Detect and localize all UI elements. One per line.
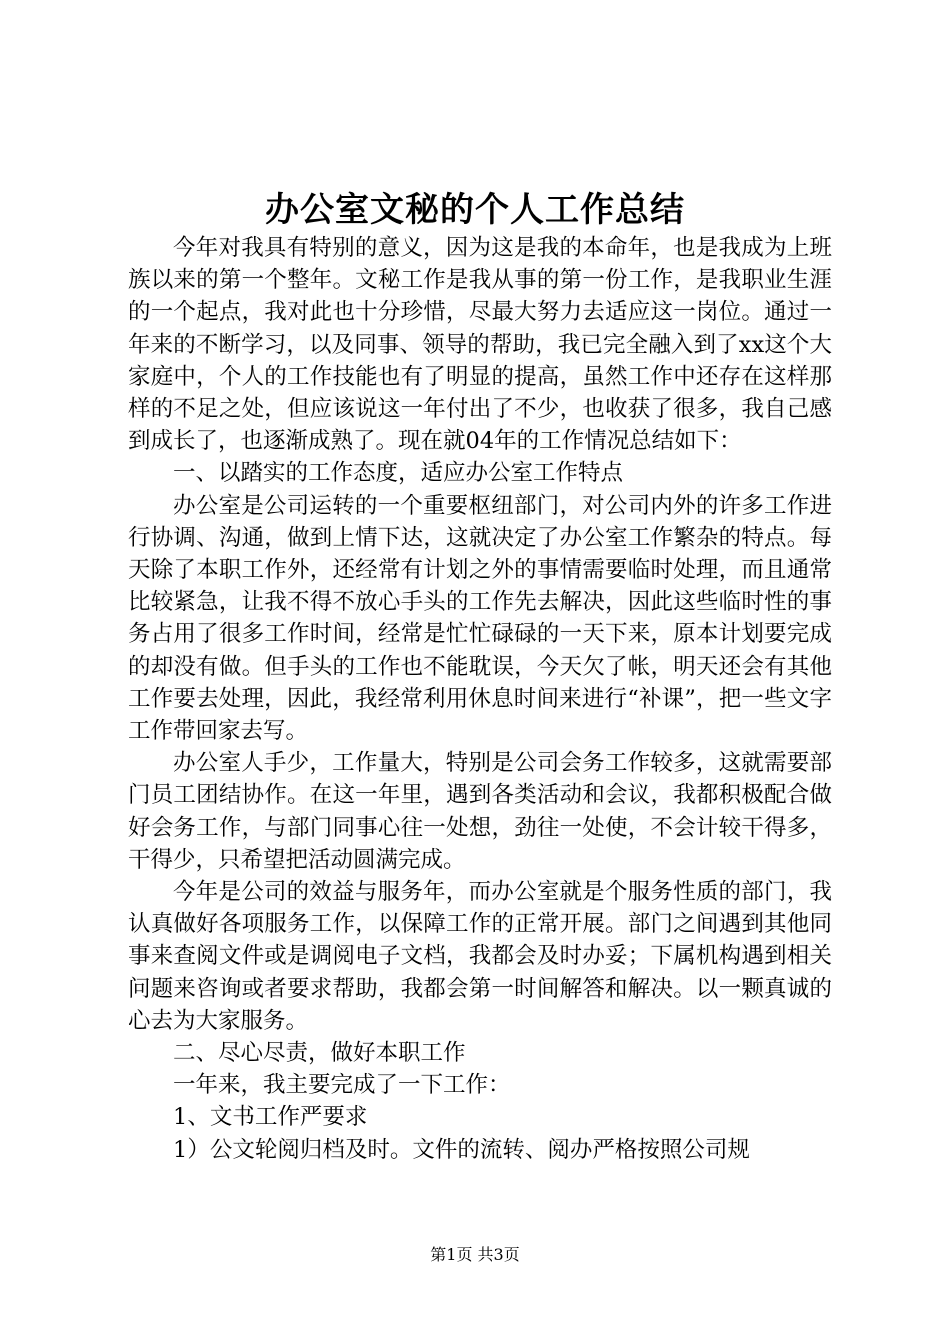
page-number-footer: 第1页 共3页 <box>430 1245 520 1264</box>
paragraph-service: 今年是公司的效益与服务年，而办公室就是个服务性质的部门，我认真做好各项服务工作，以保障工作的正常开展。部门之间遇到其他同事来查阅文件或是调阅电子文档，我都会及时办妥；下属机构遇到相关问题来咨询或者要求帮助，我都会第一时间解答和解决。以一颗真诚的心去为大家服务。 <box>128 879 832 1034</box>
subheading-document-work: 1、文书工作严要求 <box>173 1104 368 1131</box>
section-heading-2: 二、尽心尽责，做好本职工作 <box>173 1040 466 1067</box>
paragraph-work-intro: 一年来，我主要完成了一下工作： <box>173 1072 511 1099</box>
section-heading-1: 一、以踏实的工作态度，适应办公室工作特点 <box>173 460 624 487</box>
paragraph-intro: 今年对我具有特别的意义，因为这是我的本命年，也是我成为上班族以来的第一个整年。文秘工作是我从事的第一份工作，是我职业生涯的一个起点，我对此也十分珍惜，尽最大努力去适应这一岗位。通过一年来的不断学习，以及同事、领导的帮助，我已完全融入到了xx这个大家庭中，个人的工作技能也有了明显的提高，虽然工作中还存在这样那样的不足之处，但应该说这一年付出了不少，也收获了很多，我自己感到成长了，也逐渐成熟了。现在就04年的工作情况总结如下： <box>128 235 832 455</box>
paragraph-archiving: 1）公文轮阅归档及时。文件的流转、阅办严格按照公司规 <box>173 1136 750 1163</box>
paragraph-teamwork: 办公室人手少，工作量大，特别是公司会务工作较多，这就需要部门员工团结协作。在这一年里，遇到各类活动和会议，我都积极配合做好会务工作，与部门同事心往一处想，劲往一处使，不会计较干得多，干得少，只希望把活动圆满完成。 <box>128 750 832 873</box>
document-title: 办公室文秘的个人工作总结 <box>265 190 685 230</box>
paragraph-office-characteristics: 办公室是公司运转的一个重要枢纽部门，对公司内外的许多工作进行协调、沟通，做到上情下达，这就决定了办公室工作繁杂的特点。每天除了本职工作外，还经常有计划之外的事情需要临时处理，而且通常比较紧急，让我不得不放心手头的工作先去解决，因此这些临时性的事务占用了很多工作时间，经常是忙忙碌碌的一天下来，原本计划要完成的却没有做。但手头的工作也不能耽误，今天欠了帐，明天还会有其他工作要去处理，因此，我经常利用休息时间来进行“补课”，把一些文字工作带回家去写。 <box>128 492 832 745</box>
document-body <box>128 232 832 1166</box>
